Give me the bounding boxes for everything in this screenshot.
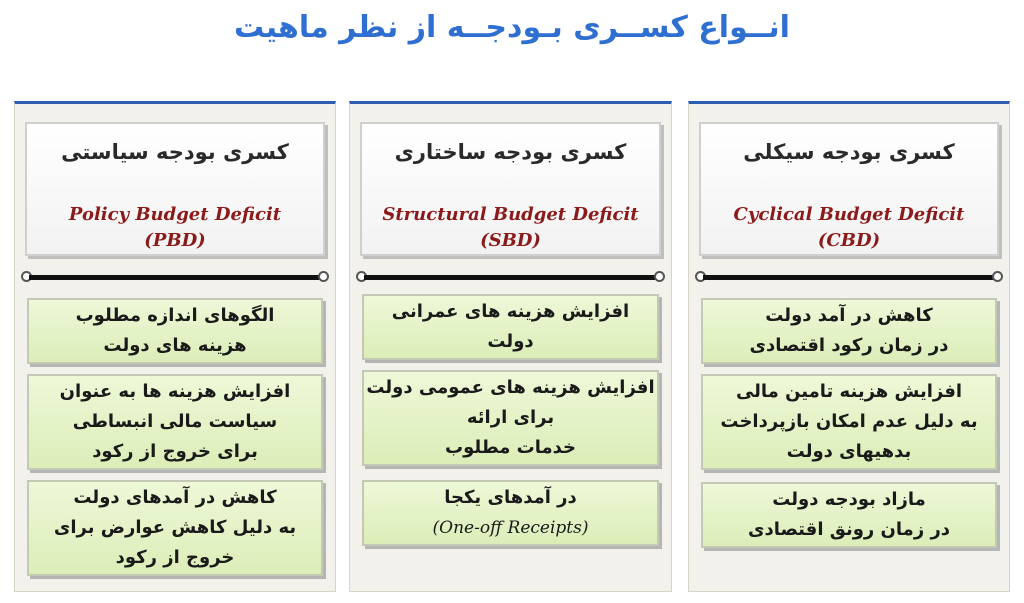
cyclical-item-2: افزایش هزینه تامین مالی به دلیل عدم امکان بازپرداخت بدهیهای دولت (701, 374, 997, 470)
policy-deficit-title-fa: کسری بودجه سیاستی (61, 140, 289, 164)
divider-bar (364, 275, 657, 280)
policy-deficit-title-en (27, 202, 323, 254)
cyclical-item-1: کاهش در آمد دولت در زمان رکود اقتصادی (701, 298, 997, 364)
cyclical-deficit-header (699, 122, 999, 256)
cyclical-deficit-title-en (701, 202, 997, 254)
structural-item-3-en: (One-off Receipts) (432, 518, 589, 538)
policy-deficit-abbr: (PBD) (144, 230, 206, 251)
structural-deficit-abbr: (SBD) (480, 230, 541, 251)
policy-item-2: افزایش هزینه ها به عنوان سیاست مالی انبساطی برای خروج از رکود (27, 374, 323, 470)
structural-deficit-name-en: Structural Budget Deficit (382, 204, 639, 225)
cyclical-deficit-abbr: (CBD) (817, 230, 881, 251)
structural-item-3 (362, 480, 659, 546)
policy-deficit-header (25, 122, 325, 256)
structural-item-1: افزایش هزینه های عمرانی دولت (362, 294, 659, 360)
cyclical-item-3: مازاد بودجه دولت در زمان رونق اقتصادی (701, 482, 997, 548)
divider-knob-right (318, 271, 329, 282)
structural-item-3-fa: در آمدهای یکجا (444, 487, 577, 508)
policy-item-3: کاهش در آمدهای دولت به دلیل کاهش عوارض برای خروج از رکود (27, 480, 323, 576)
structural-deficit-title-fa: کسری بودجه ساختاری (394, 140, 627, 164)
divider-knob-right (654, 271, 665, 282)
divider-bar (29, 275, 321, 280)
policy-deficit-column (14, 101, 336, 592)
page-title: انــواع کســری بـودجــه از نظر ماهیت (234, 10, 790, 45)
structural-deficit-header (360, 122, 661, 256)
cyclical-deficit-column (688, 101, 1010, 592)
structural-item-2: افزایش هزینه های عمومی دولت برای ارائه خدمات مطلوب (362, 370, 659, 466)
cyclical-deficit-name-en: Cyclical Budget Deficit (733, 204, 965, 225)
structural-deficit-column (349, 101, 672, 592)
divider-knob-right (992, 271, 1003, 282)
structural-deficit-title-en (362, 202, 659, 254)
divider-bar (703, 275, 995, 280)
policy-deficit-name-en: Policy Budget Deficit (68, 204, 282, 225)
cyclical-deficit-title-fa: کسری بودجه سیکلی (743, 140, 955, 164)
policy-item-1: الگوهای اندازه مطلوب هزینه های دولت (27, 298, 323, 364)
